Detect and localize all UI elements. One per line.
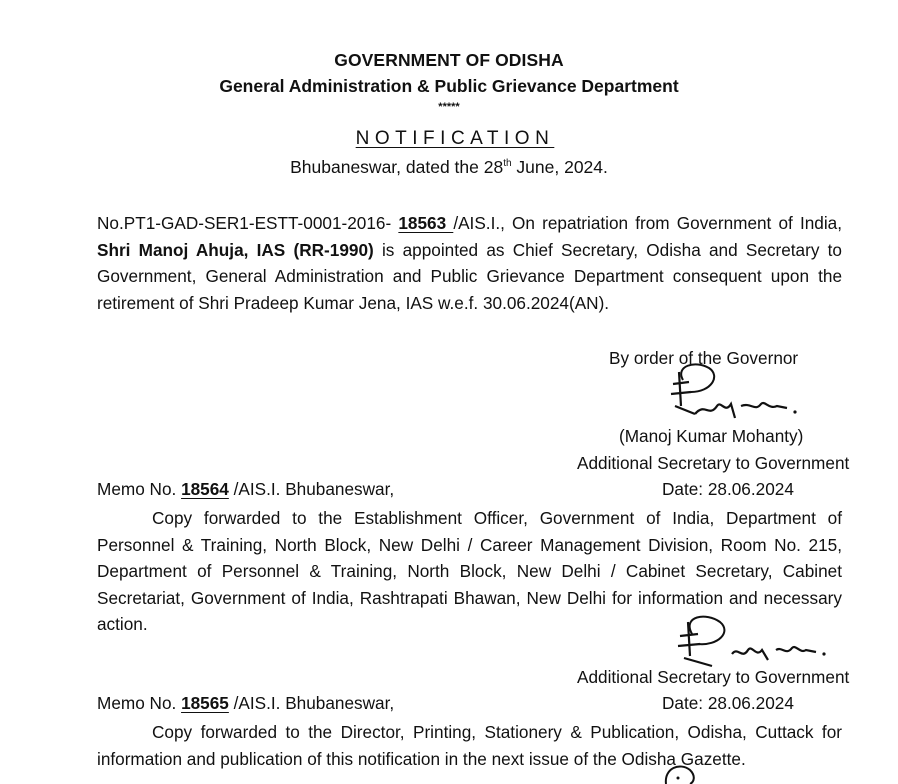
separator: ***** — [438, 101, 460, 113]
document-type-title: NOTIFICATION — [355, 128, 555, 149]
department-heading: General Administration & Public Grievance Department — [219, 76, 679, 96]
signature-icon — [672, 614, 872, 674]
signature-icon — [660, 762, 700, 784]
government-heading: GOVERNMENT OF ODISHA — [334, 50, 564, 70]
memo-2-number: 18565 — [181, 693, 229, 713]
notification-number-prefix: No.PT1-GAD-SER1-ESTT-0001-2016- — [97, 213, 399, 233]
memo-1-signatory-designation: Additional Secretary to Government — [577, 667, 850, 687]
signatory-name: (Manoj Kumar Mohanty) — [619, 426, 804, 446]
signature-icon — [665, 362, 845, 426]
memo-2-date: Date: 28.06.2024 — [662, 693, 794, 713]
memo-1-prefix: Memo No. — [97, 479, 182, 499]
memo-2-body: Copy forwarded to the Director, Printing, Stationery & Publication, Odisha, Cuttack for information and publication of this notification in the next issue of the Odisha Gazette. — [97, 722, 842, 769]
dated-suffix: June, 2024. — [511, 157, 608, 177]
by-order-line: By order of the Governor — [609, 348, 799, 368]
notification-number: 18563 — [398, 213, 454, 233]
dated-prefix: Bhubaneswar, dated the 28 — [290, 157, 504, 177]
notification-body: is appointed as Chief Secretary, Odisha and Secretary to Government, General Administration and Public Grievance Department consequent upon the retirement of Shri Pradeep Kumar Jena, IAS w.e.f. 30.06.2024(AN). — [97, 239, 842, 313]
memo-1-number: 18564 — [181, 479, 229, 499]
memo-2-prefix: Memo No. — [97, 693, 182, 713]
notification-number-suffix: /AIS.I., On repatriation from Government of India, — [453, 213, 843, 233]
signatory-designation: Additional Secretary to Government — [577, 453, 850, 473]
notification-paragraph — [97, 210, 842, 316]
dated-sup: th — [503, 158, 512, 170]
memo-1-body: Copy forwarded to the Establishment Officer, Government of India, Department of Personnel & Training, North Block, New Delhi / Career Management Division, Room No. 215, Department of Personnel & Training, North Block, New Delhi / Cabinet Secretary, Cabinet Secretariat, Government of India, Rashtrapati Bhawan, New Delhi for information and necessary action. — [97, 508, 842, 634]
memo-1-number-line — [97, 479, 394, 500]
memo-1-date: Date: 28.06.2024 — [662, 479, 794, 499]
memo-2-number-line — [97, 693, 394, 714]
memo-2-suffix: /AIS.I. Bhubaneswar, — [228, 693, 395, 713]
appointee-name: Shri Manoj Ahuja, IAS (RR-1990) — [97, 239, 374, 260]
dated-line — [0, 157, 898, 178]
memo-1-suffix: /AIS.I. Bhubaneswar, — [228, 479, 395, 499]
